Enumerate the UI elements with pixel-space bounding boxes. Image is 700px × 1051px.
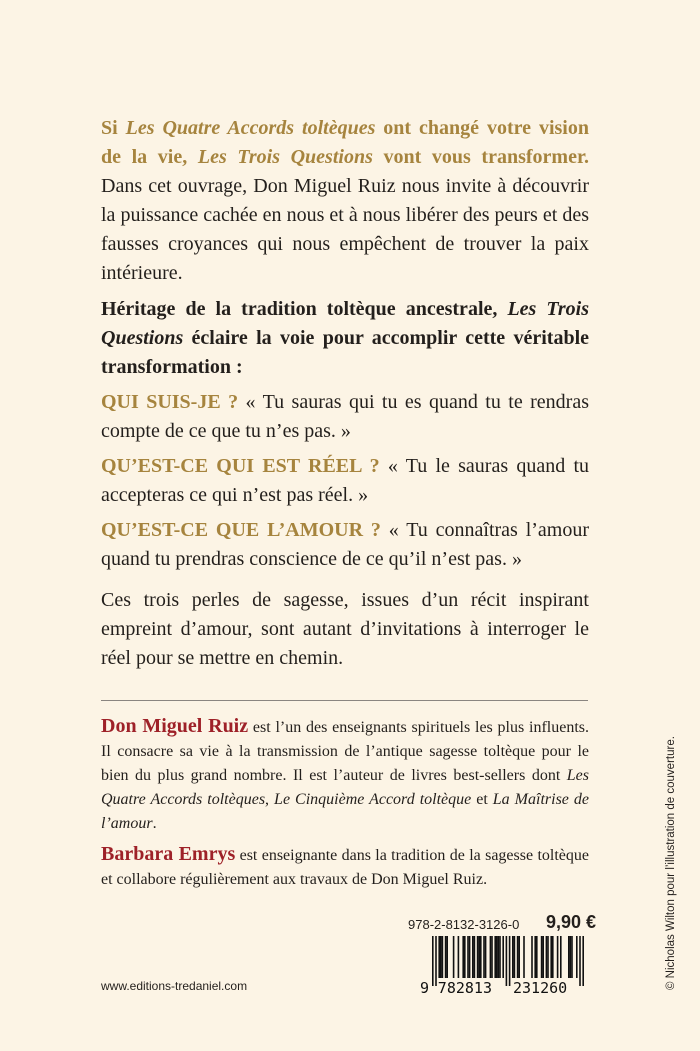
barcode-bar (462, 936, 464, 978)
barcode-bar (467, 936, 469, 978)
barcode-bar (542, 936, 544, 978)
barcode-bar (509, 936, 511, 986)
questions-section (101, 295, 589, 574)
barcode-bar (474, 936, 476, 978)
price: 9,90 € (546, 912, 597, 932)
barcode-bar (485, 936, 487, 978)
barcode (420, 936, 590, 994)
barcode-bar (469, 936, 471, 978)
intro-lead: Si Les Quatre Accords toltèques ont changé votre vision de la vie, Les Trois Questions vont vous transformer. (101, 117, 589, 168)
barcode-bar (517, 936, 519, 978)
barcode-bar (445, 936, 447, 978)
barcode-bar (576, 936, 578, 978)
barcode-bar (541, 936, 543, 978)
question-1: QUI SUIS-JE ? « Tu sauras qui tu es quand tu te rendras compte de ce que tu n’es pas. » (101, 391, 589, 442)
question-3: QU’EST-CE QUE L’AMOUR ? « Tu connaîtras l’amour quand tu prendras conscience de ce qu’il n’est pas. » (101, 519, 590, 570)
barcode-bar (496, 936, 498, 978)
barcode-bar (570, 936, 572, 978)
barcode-bar (514, 936, 516, 978)
question-2: QU’EST-CE QUI EST RÉEL ? « Tu le sauras quand tu accepteras ce qui n’est pas réel. » (101, 455, 589, 506)
barcode-bar (550, 936, 552, 978)
barcode-bar (483, 936, 485, 978)
barcode-bar (547, 936, 549, 978)
closing-paragraph: Ces trois perles de sagesse, issues d’un récit inspirant empreint d’amour, sont autant d’invitations à interroger le réel pour se mettre en chemin. (101, 589, 589, 669)
barcode-bar (531, 936, 533, 978)
barcode-digits: 782813 (437, 979, 492, 994)
isbn: 978-2-8132-3126-0 (408, 917, 520, 932)
barcode-bar (579, 936, 581, 986)
barcode-bar (440, 936, 442, 978)
intro-body: Dans cet ouvrage, Don Miguel Ruiz nous invite à découvrir la puissance cachée en nous et à nous libérer des peurs et des fausses croyances qui nous empêchent de trouver la paix intérieure. (101, 175, 589, 284)
barcode-bar (464, 936, 466, 978)
barcode-bar (472, 936, 474, 978)
barcode-bar (546, 936, 548, 978)
barcode-bar (571, 936, 573, 978)
publisher-website: www.editions-tredaniel.com (101, 979, 248, 993)
barcode-digits: 9 (420, 979, 430, 994)
barcode-bar (478, 936, 480, 978)
barcode-digits: 231260 (513, 979, 568, 994)
barcode-bar (490, 936, 492, 978)
barcode-bar (498, 936, 500, 978)
cover-credit: © Nicholas Wilton pour l’illustration de couverture. (665, 736, 677, 990)
barcode-bar (480, 936, 482, 978)
barcode-bar (491, 936, 493, 978)
barcode-bar (502, 936, 504, 978)
barcode-bar (458, 936, 460, 978)
barcode-bar (477, 936, 479, 978)
barcode-bar (512, 936, 514, 978)
heritage-paragraph: Héritage de la tradition toltèque ancestrale, Les Trois Questions éclaire la voie pour accomplir cette véritable transformation : (101, 298, 589, 378)
barcode-bar (552, 936, 554, 978)
coauthor-bio: Barbara Emrys est enseignante dans la tradition de la sagesse toltèque et collabore régulièrement aux travaux de Don Miguel Ruiz. (101, 843, 589, 888)
barcode-bar (557, 936, 559, 978)
divider (101, 700, 588, 701)
barcode-bar (499, 936, 501, 978)
barcode-bar (432, 936, 434, 986)
barcode-bar (442, 936, 444, 978)
barcode-bar (560, 936, 562, 978)
barcode-bar (568, 936, 570, 978)
barcode-bar (453, 936, 455, 978)
barcode-bar (534, 936, 536, 978)
author-bio: Don Miguel Ruiz est l’un des enseignants spirituels les plus influents. Il consacre sa vie à la transmission de l’antique sagesse toltèque pour le bien du plus grand nombre. Il est l’auteur de livres best-sellers dont Les Quatre Accords toltèques, Le Cinquième Accord toltèque et La Maîtrise de l’amour. (101, 715, 589, 832)
barcode-bar (582, 936, 584, 986)
barcode-bar (438, 936, 440, 978)
barcode-bar (446, 936, 448, 978)
barcode-bar (435, 936, 437, 986)
barcode-bar (518, 936, 520, 978)
intro-paragraph (101, 114, 589, 288)
barcode-bar (536, 936, 538, 978)
barcode-bar (494, 936, 496, 978)
barcode-bar (506, 936, 508, 986)
barcode-bar (523, 936, 525, 978)
